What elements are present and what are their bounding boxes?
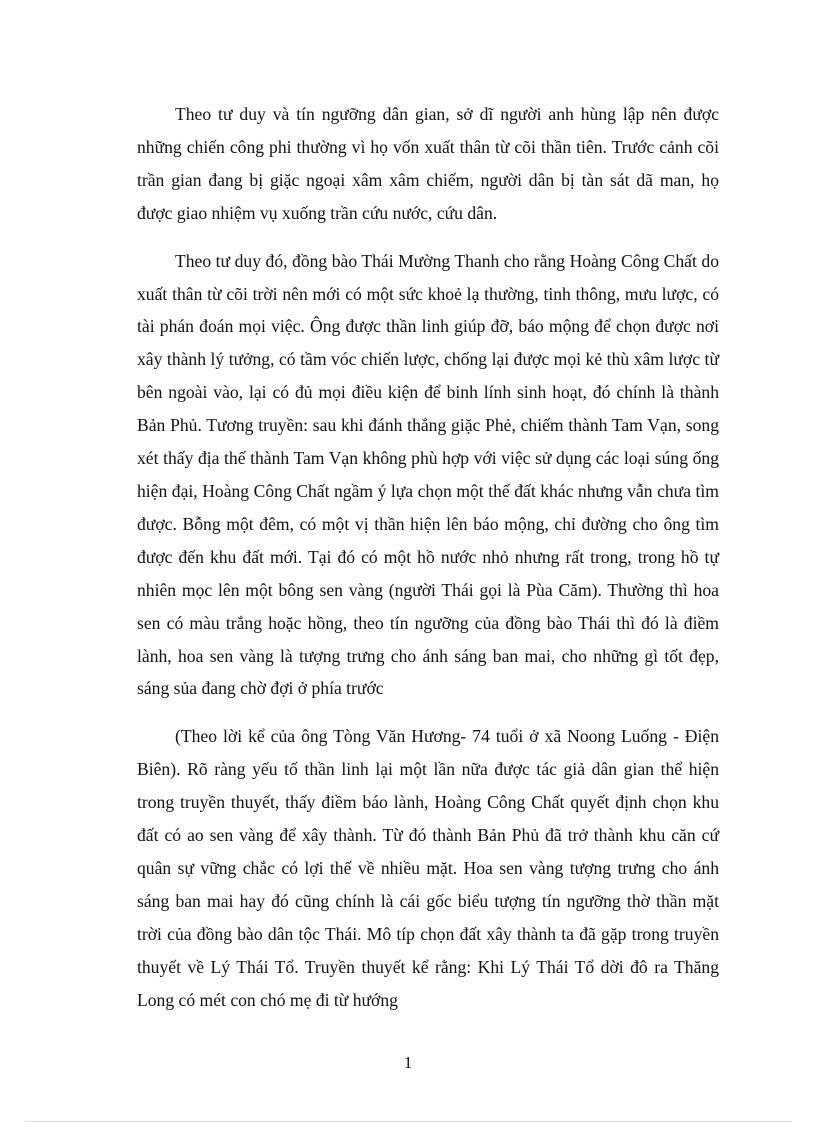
page-bottom-divider — [25, 1121, 791, 1122]
paragraph-golden-lotus: (Theo lời kể của ông Tòng Văn Hương- 74 tuổi ở xã Noong Luống - Điện Biên). Rõ ràng yếu tố thần linh lại một lần nữa được tác giả dân gian thể hiện trong truyền thuyết, thấy điềm báo lành, Hoàng Công Chất quyết định chọn khu đất có ao sen vàng để xây thành. Từ đó thành Bản Phủ đã trở thành khu căn cứ quân sự vững chắc có lợi thế về nhiều mặt. Hoa sen vàng tượng trưng cho ánh sáng ban mai hay đó cũng chính là cái gốc biểu tượng tín ngưỡng thờ thần mặt trời của đồng bào dân tộc Thái. Mô típ chọn đất xây thành ta đã gặp trong truyền thuyết về Lý Thái Tổ. Truyền thuyết kể rằng: Khi Lý Thái Tổ dời đô ra Thăng Long có mét con chó mẹ đi từ hướng — [137, 726, 719, 1010]
page-body — [137, 98, 719, 1031]
paragraph-folk-belief: Theo tư duy và tín ngưỡng dân gian, sở dĩ người anh hùng lập nên được những chiến công phi thường vì họ vốn xuất thân từ cõi thần tiên. Trước cảnh cõi trần gian đang bị giặc ngoại xâm xâm chiếm, người dân bị tàn sát dã man, họ được giao nhiệm vụ xuống trần cứu nước, cứu dân. — [137, 104, 719, 223]
paragraph-hoang-cong-chat: Theo tư duy đó, đồng bào Thái Mường Thanh cho rằng Hoàng Công Chất do xuất thân từ cõi trời nên mới có một sức khoẻ lạ thường, tinh thông, mưu lược, có tài phán đoán mọi việc. Ông được thần linh giúp đỡ, báo mộng để chọn được nơi xây thành lý tưởng, có tầm vóc chiến lược, chống lại được mọi kẻ thù xâm lược từ bên ngoài vào, lại có đủ mọi điều kiện để binh lính sinh hoạt, đó chính là thành Bản Phủ. Tương truyền: sau khi đánh thắng giặc Phẻ, chiếm thành Tam Vạn, song xét thấy địa thế thành Tam Vạn không phù hợp với việc sử dụng các loại súng ống hiện đại, Hoàng Công Chất ngầm ý lựa chọn một thế đất khác nhưng vẫn chưa tìm được. Bỗng một đêm, có một vị thần hiện lên báo mộng, chỉ đường cho ông tìm được đến khu đất mới. Tại đó có một hồ nước nhỏ nhưng rất trong, trong hồ tự nhiên mọc lên một bông sen vàng (người Thái gọi là Pùa Căm). Thường thì hoa sen có màu trắng hoặc hồng, theo tín ngưỡng của đồng bào Thái thì đó là điềm lành, hoa sen vàng là tượng trưng cho ánh sáng ban mai, cho những gì tốt đẹp, sáng sủa đang chờ đợi ở phía trước — [137, 250, 719, 699]
page-number: 1 — [403, 1053, 413, 1072]
